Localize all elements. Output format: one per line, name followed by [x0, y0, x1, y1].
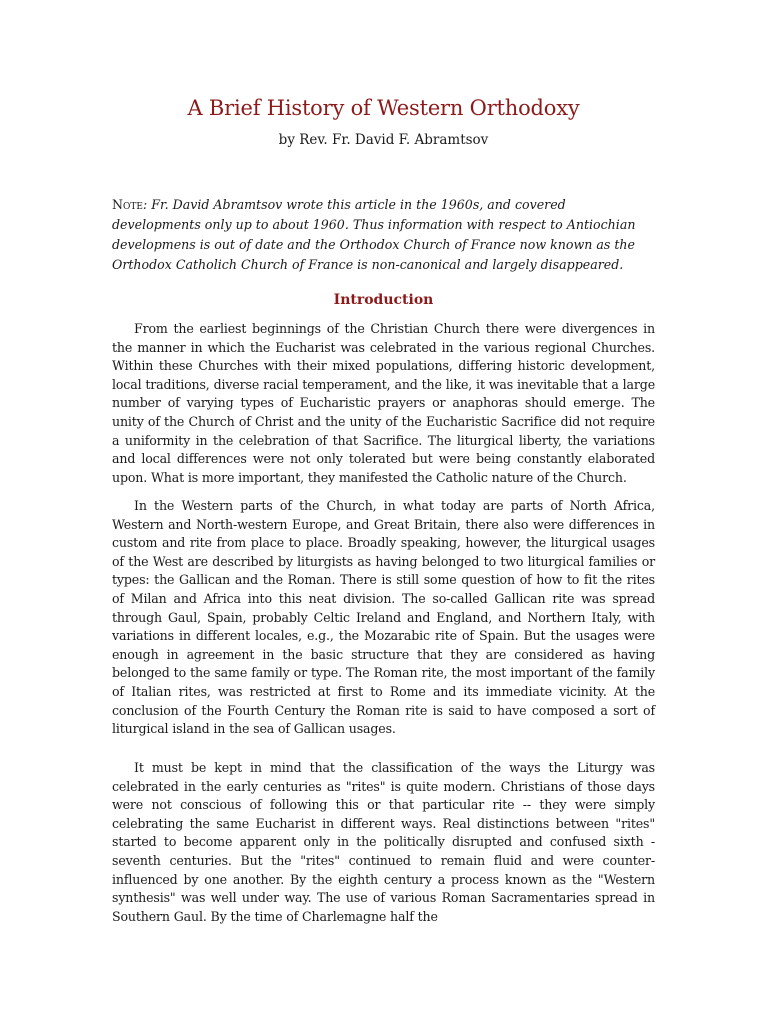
body-paragraph: It must be kept in mind that the classification of the ways the Liturgy was celebrated in the early centuries as "rites" is quite modern. Christians of those days were not conscious of following this or that particular rite -- they were simply celebrating the same Eucharist in different ways. Real distinctions between "rites" started to become apparent only in the politically disrupted and confused sixth - seventh centuries. But the "rites" continued to remain fluid and were counter-influenced by one another. By the eighth century a process known as the "Western synthesis" was well under way. The use of various Roman Sacramentaries spread in Southern Gaul. By the time of Charlemagne half the	[112, 760, 655, 924]
section-heading-introduction: Introduction	[333, 292, 434, 308]
note-separator: :	[142, 197, 152, 212]
note-label: Note	[112, 197, 143, 212]
editor-note	[112, 195, 652, 275]
document-byline: by Rev. Fr. David F. Abramtsov	[278, 132, 489, 148]
body-paragraph: From the earliest beginnings of the Christian Church there were divergences in the manner in which the Eucharist was celebrated in the various regional Churches. Within these Churches with their mixed populations, differing historic development, local traditions, diverse racial temperament, and the like, it was inevitable that a large number of varying types of Eucharistic prayers or anaphoras should emerge. The unity of the Church of Christ and the unity of the Eucharistic Sacrifice did not require a uniformity in the celebration of that Sacrifice. The liturgical liberty, the variations and local differences were not only tolerated but were being constantly elaborated upon. What is more important, they manifested the Catholic nature of the Church.	[112, 321, 655, 485]
body-paragraph: In the Western parts of the Church, in what today are parts of North Africa, Western and North-western Europe, and Great Britain, there also were differences in custom and rite from place to place. Broadly speaking, however, the liturgical usages of the West are described by liturgists as having belonged to two liturgical families or types: the Gallican and the Roman. There is still some question of how to fit the rites of Milan and Africa into this neat division. The so-called Gallican rite was spread through Gaul, Spain, probably Celtic Ireland and England, and Northern Italy, with variations in different locales, e.g., the Mozarabic rite of Spain. But the usages were enough in agreement in the basic structure that they are considered as having belonged to the same family or type. The Roman rite, the most important of the family of Italian rites, was restricted at first to Rome and its immediate vicinity. At the conclusion of the Fourth Century the Roman rite is said to have composed a sort of liturgical island in the sea of Gallican usages.	[112, 498, 655, 737]
document-title: A Brief History of Western Orthodoxy	[187, 96, 580, 120]
note-text: Fr. David Abramtsov wrote this article in the 1960s, and covered developments only up to about 1960. Thus information with respect to Antiochian developmens is out of date and the Orthodox Church of France now known as the Orthodox Catholich Church of France is non-canonical and largely disappeared.	[112, 197, 636, 272]
